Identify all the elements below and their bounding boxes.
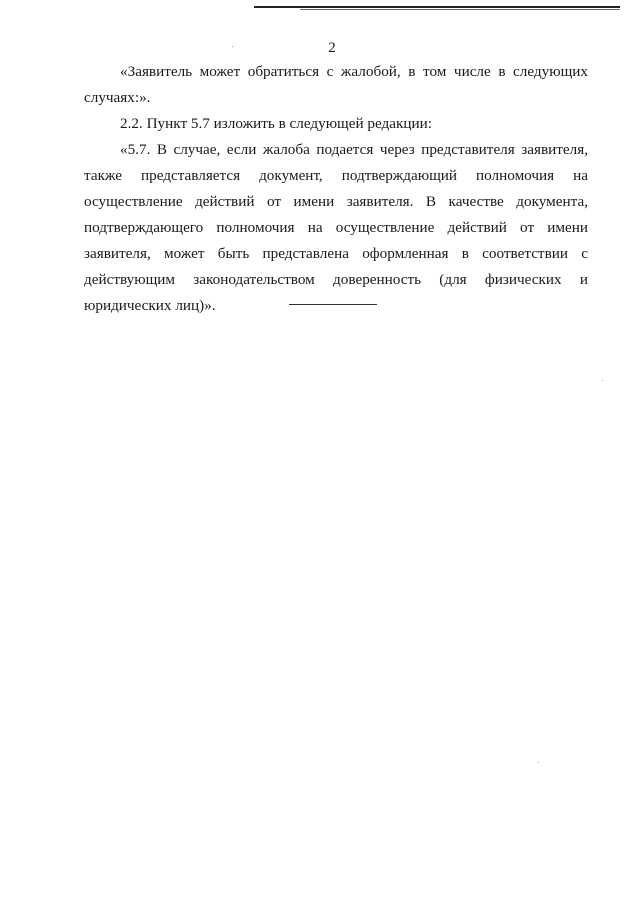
paragraph-complaint-cases: «Заявитель может обратиться с жалобой, в том числе в следующих случаях:».	[84, 63, 588, 106]
header-rule-thin	[300, 9, 620, 10]
scan-speck	[538, 762, 539, 763]
scan-speck	[232, 46, 233, 47]
header-rule	[254, 6, 620, 8]
end-of-text-rule	[289, 304, 377, 305]
document-body	[84, 59, 588, 319]
scan-speck	[602, 380, 603, 381]
page-number: 2	[328, 40, 336, 56]
paragraph-clause-5-7: «5.7. В случае, если жалоба подается через представителя заявителя, также представляется документ, подтверждающий полномочия на осуществление действий от имени заявителя. В качестве документа, подтверждающего полномочия на осуществление действий от имени заявителя, может быть представлена оформленная в соответствии с действующим законодательством доверенность (для физических и юридических лиц)».	[84, 141, 588, 314]
paragraph-clause-2-2: 2.2. Пункт 5.7 изложить в следующей редакции:	[120, 115, 433, 132]
